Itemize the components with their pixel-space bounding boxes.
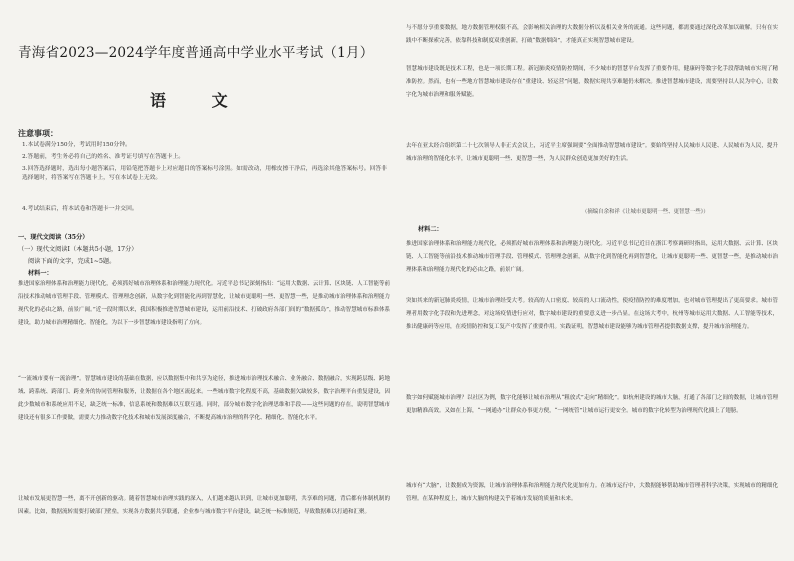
note-item: 2.答题前，考生务必将自己的姓名、准考证号填写在答题卡上。 <box>22 154 185 160</box>
note-item: 4.考试结束后，将本试卷和答题卡一并交回。 <box>22 206 138 212</box>
right-paragraph: 城市有“大脑”，让数据成为资源，让城市治理体系和治理能力现代化更加有力。在城市运行中，大数据能够帮助城市管理者科学决策，实现城市的精细化管理。在某种程度上，城市大脑的构建关乎着城市发展的质量和未来。 <box>406 483 778 502</box>
material-label: 材料一： <box>28 270 53 277</box>
note-item: 1.本试卷满分150分，考试用时150分钟。 <box>22 142 131 148</box>
left-paragraph: “一流城市要有一流治理”。智慧城市建设的基础在数据，应以数据集中和共享为途径，推进城市治理技术融合、业务融合、数据融合，实现跨层级、跨地域、跨系统、跨部门、跨业务的协同管理和服务，让数据在各个地区流起来。一些城市数字化程度不高，基础数据欠缺较多，数字治理平台重复建设，因此少数城市和系统应用不足，缺乏统一标准，信息系统和数据难以互联互通。同时，部分城市数字化治理思维和手段——这些问题的存在，说明智慧城市建设还有很多工作要做，需要大力推动数字化技术和城市发展深度融合，不断提高城市治理的科学化、精细化、智能化水平。 <box>18 376 390 421</box>
subsection-heading: （一）现代文阅读Ⅰ（本题共5小题，17分） <box>18 246 138 253</box>
exam-title: 青海省2023—2024学年度普通高中学业水平考试（1月） <box>18 45 374 61</box>
right-paragraph: 数字如何赋能城市治理？以社区为例，数字化能够让城市治理从“粗放式”走向“精细化”。如杭州建设的城市大脑，打通了各部门之间的数据，让城市管理更加精准高效。又如在上海，“一网通办”让群众办事更方便，“一网统管”让城市运行更安全。城市的数字化转型为治理现代化插上了翅膀。 <box>406 395 778 414</box>
note-item: 3.回答选择题时，选出每小题答案后，用铅笔把答题卡上对应题目的答案标号涂黑。如需改动，用橡皮擦干净后，再选涂其他答案标号。回答非选择题时，将答案写在答题卡上，写在本试卷上无效。 <box>22 166 387 181</box>
instruction-text: 阅读下面的文字，完成1~5题。 <box>28 258 116 265</box>
section-heading: 一、现代文阅读（35分） <box>18 234 89 241</box>
material-label: 材料二： <box>418 226 443 233</box>
source-citation: （摘编自余和祥《让城市更聪明一些、更智慧一些》） <box>582 209 709 215</box>
right-paragraph: 去年在亚太经合组织第二十七次领导人非正式会议上，习近平主席强调要“全面推动智慧城市建设”。要始终坚持人民城市人民建、人民城市为人民，提升城市治理的智能化水平，让城市更聪明一些、更智慧一些，为人民群众创造更加美好的生活。 <box>406 143 778 162</box>
right-paragraph: 推进国家治理体系和治理能力现代化，必须抓好城市治理体系和治理能力现代化。习近平总书记近日在浙江考察调研时指出，运用大数据、云计算、区块链、人工智能等前沿技术推动城市管理手段、管理模式、管理理念创新，从数字化到智能化再到智慧化，让城市更聪明一些、更智慧一些，是推动城市治理体系和治理能力现代化的必由之路，前景广阔。 <box>406 241 778 273</box>
left-paragraph: 推进国家治理体系和治理能力现代化，必须抓好城市治理体系和治理能力现代化。习近平总书记深刻指出：“运用大数据、云计算、区块链、人工智能等前沿技术推动城市管理手段、管理模式、管理理念创新，从数字化到智能化再到智慧化，让城市更聪明一些、更智慧一些，是推动城市治理体系和治理能力现代化的必由之路，前景广阔。”近一段时期以来，我国积极推进智慧城市建设，运用前沿技术、打破政府各部门间的“数据孤岛”，推动智慧城市标准体系建设，助力城市治理精细化、智能化，为以下一步智慧城市建设指明了方向。 <box>18 281 390 326</box>
right-paragraph: 智慧城市建设既是技术工程，也是一项长期工程。新冠肺炎疫情防控期间，不少城市的智慧平台发挥了重要作用，健康码等数字化手段帮助城市实现了精准防控。然而，也有一些地方智慧城市建设存在“重建设、轻运营”问题，数据实现共享难题仍未解决。推进智慧城市建设，需要坚持以人民为中心，让数字化为城市治理和服务赋能。 <box>406 66 778 98</box>
right-paragraph: 与不愿分享重要数据，地方数据管理权限不高，会影响相关治理的大数据分析以及相关业务的流通。这些问题，都需要通过深化改革加以破解。只有在实践中不断探索完善，依靠科技和制度双重创新，打破“数据烟囱”，才能真正实现智慧城市建设。 <box>406 25 778 44</box>
right-paragraph: 突如其来的新冠肺炎疫情，让城市治理经受大考。较高的人口密度、较高的人口流动性，使疫情防控的难度增加，也对城市管理提出了更高要求。城市管理者用数字化手段和先进理念，对这场疫情进行应对，数字城市建设的重要意义进一步凸显。在这场大考中，杭州等城市运用大数据、人工智能等技术，推出健康码等应用，在疫情防控和复工复产中发挥了重要作用。实践证明，智慧城市建设能够为城市管理者提供数据支撑，提升城市治理能力。 <box>406 298 778 330</box>
subject-title: 语 文 <box>150 91 248 110</box>
notes-heading: 注意事项： <box>18 128 58 138</box>
left-paragraph: 让城市发展更智慧一些，离不开创新的驱动。随着智慧城市治理实践的深入，人们越来越认识到，让城市更加聪明，共享难的问题，背后都有体制机制的因素。比如，数据流转需要打破部门壁垒，实现各方数据共享联通，企业参与城市数字平台建设，缺乏统一标准规范，导致数据难以打通和汇聚。 <box>18 496 390 515</box>
